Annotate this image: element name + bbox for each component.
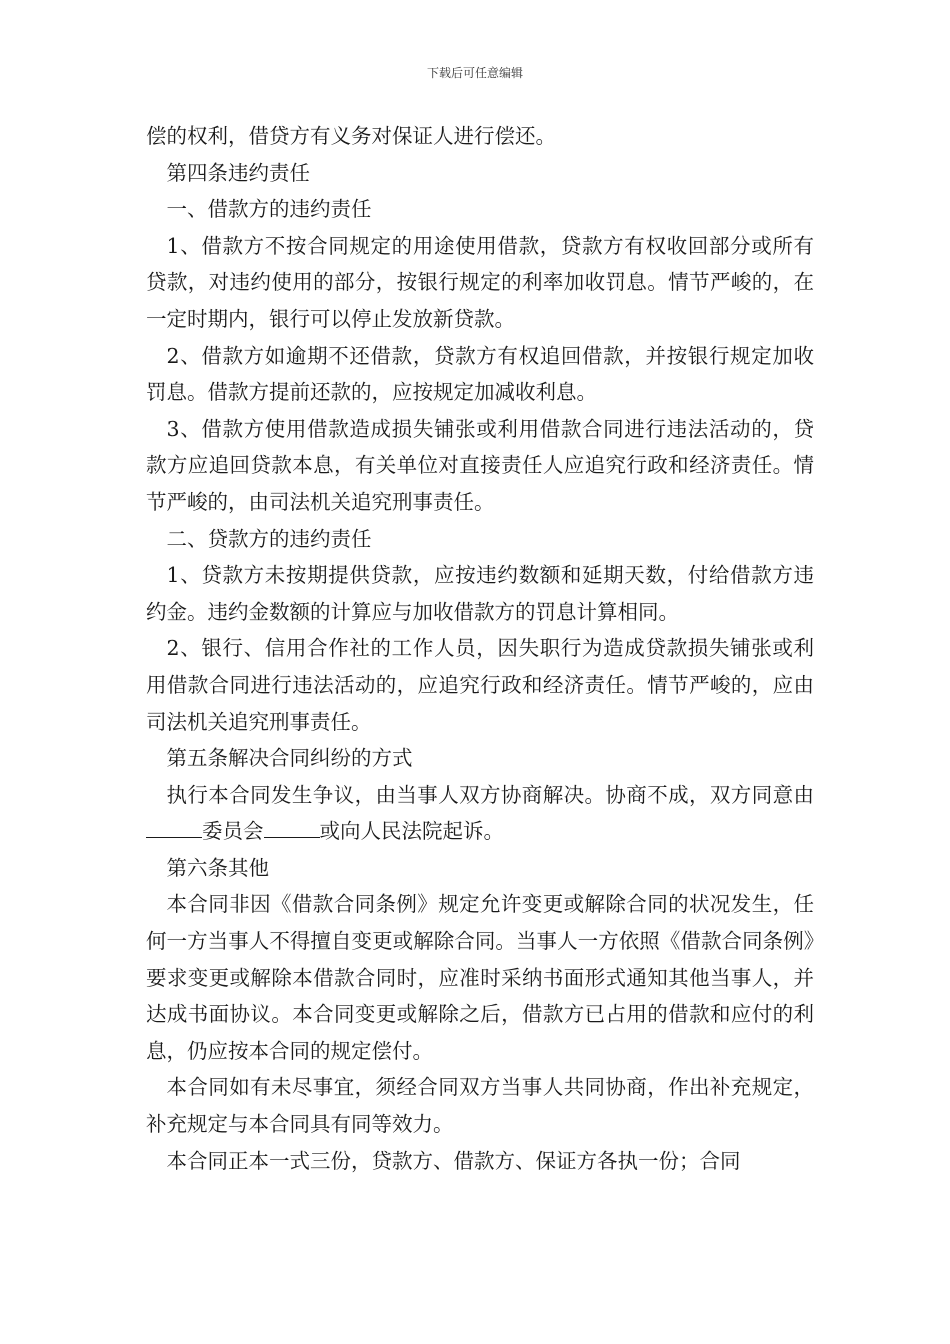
paragraph: 本合同如有未尽事宜，须经合同双方当事人共同协商，作出补充规定，补充规定与本合同具有同等效力。 xyxy=(146,1075,814,1137)
paragraph: 1、贷款方未按期提供贷款，应按违约数额和延期天数，付给借款方违约金。违约金数额的计算应与加收借款方的罚息计算相同。 xyxy=(146,563,814,624)
dispute-paragraph xyxy=(146,777,814,850)
paragraph: 2、借款方如逾期不还借款，贷款方有权追回借款，并按银行规定加收罚息。借款方提前还款的，应按规定加减收利息。 xyxy=(146,343,814,405)
article-heading: 第六条其他 xyxy=(166,855,269,880)
dispute-text-3: 或向人民法院起诉。 xyxy=(319,819,504,844)
page-header: 下载后可任意编辑 xyxy=(426,66,523,80)
paragraph: 3、借款方使用借款造成损失铺张或利用借款合同进行违法活动的，贷款方应追回贷款本息，有关单位对直接责任人应追究行政和经济责任。情节严峻的，由司法机关追究刑事责任。 xyxy=(146,416,814,514)
paragraph: 2、银行、信用合作社的工作人员，因失职行为造成贷款损失铺张或利用借款合同进行违法活动的，应追究行政和经济责任。情节严峻的，应由司法机关追究刑事责任。 xyxy=(146,636,814,734)
dispute-text-1: 执行本合同发生争议，由当事人双方协商解决。协商不成，双方同意由 xyxy=(166,782,814,807)
article-heading: 第四条违约责任 xyxy=(166,160,310,185)
paragraph: 本合同正本一式三份，贷款方、借款方、保证方各执一份；合同 xyxy=(166,1148,741,1173)
dispute-text-2: 委员会 xyxy=(202,819,264,844)
document-body xyxy=(146,118,814,1179)
section-heading: 一、借款方的违约责任 xyxy=(166,197,372,222)
section-heading: 二、贷款方的违约责任 xyxy=(166,526,372,551)
paragraph: 偿的权利，借贷方有义务对保证人进行偿还。 xyxy=(146,124,556,148)
article-heading: 第五条解决合同纠纷的方式 xyxy=(166,746,413,771)
paragraph: 本合同非因《借款合同条例》规定允许变更或解除合同的状况发生，任何一方当事人不得擅自变更或解除合同。当事人一方依照《借款合同条例》要求变更或解除本借款合同时，应准时采纳书面形式通知其他当事人，并达成书面协议。本合同变更或解除之后，借款方已占用的借款和应付的利息，仍应按本合同的规定偿付。 xyxy=(146,892,814,1063)
fill-blank[interactable] xyxy=(146,819,202,838)
paragraph: 1、借款方不按合同规定的用途使用借款，贷款方有权收回部分或所有贷款，对违约使用的部分，按银行规定的利率加收罚息。情节严峻的，在一定时期内，银行可以停止发放新贷款。 xyxy=(146,233,814,331)
fill-blank[interactable] xyxy=(264,819,320,838)
